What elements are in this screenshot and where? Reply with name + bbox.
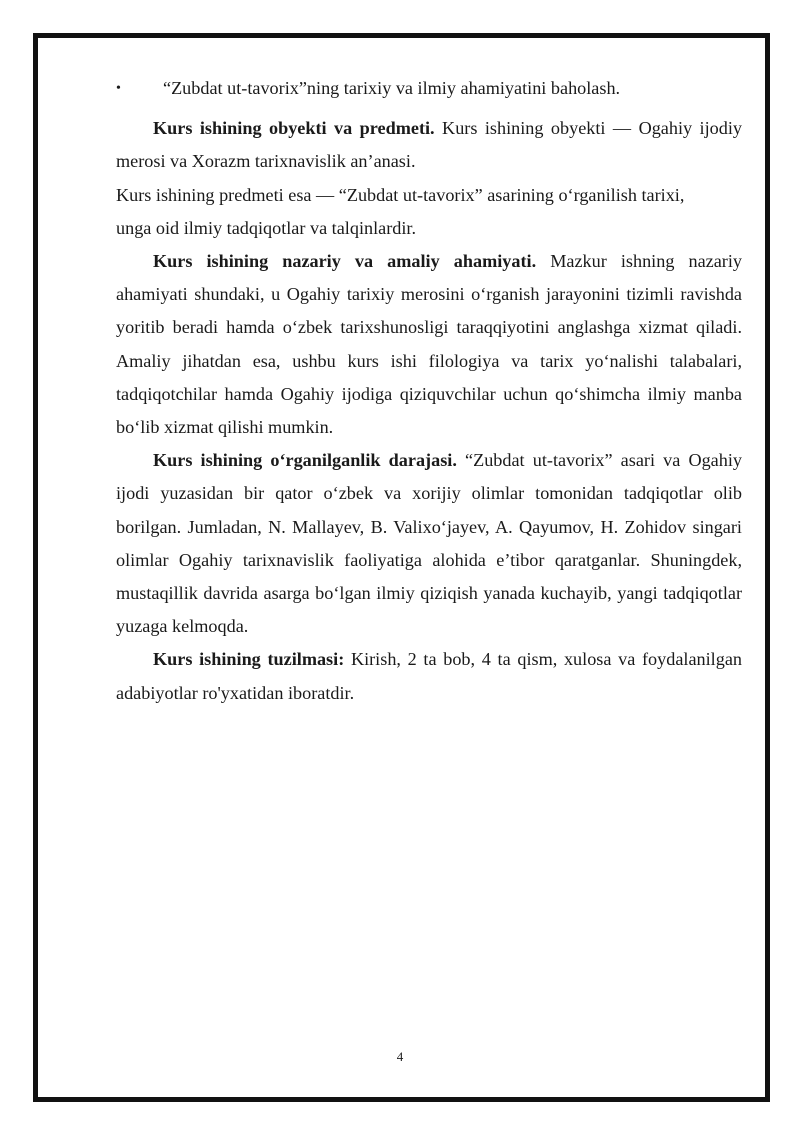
section-heading: Kurs ishining o‘rganilganlik darajasi. [153, 450, 457, 471]
paragraph-text-line: Kurs ishining predmeti esa — “Zubdat ut-tavorix” asarining o‘rganilish tarixi, [116, 184, 685, 205]
paragraph-text: Kurs ishining obyekti — Ogahiy ijodiy merosi va Xorazm tarixnavislik an’anasi. [116, 118, 742, 172]
page-number: 4 [396, 1049, 404, 1064]
bullet-icon: • [116, 81, 121, 96]
paragraph-structure [116, 643, 742, 709]
paragraph-text-line: unga oid ilmiy tadqiqotlar va talqinlardir. [116, 217, 417, 238]
paragraph-significance [116, 245, 742, 444]
paragraph-object-subject [116, 112, 742, 178]
paragraph-text: “Zubdat ut-tavorix” asari va Ogahiy ijodi yuzasidan bir qator o‘zbek va xorijiy olimlar tomonidan tadqiqotlar olib borilgan. Jumladan, N. Mallayev, B. Valixo‘jayev, A. Qayumov, H. Zohidov singari olimlar Ogahiy tarixnavislik faoliyatiga alohida e’tibor qaratganlar. Shuningdek, mustaqillik davrida asarga bo‘lgan ilmiy qiziqish yanada kuchayib, yangi tadqiqotlar yuzaga kelmoqda. [116, 450, 742, 637]
paragraph-text: Mazkur ishning nazariy ahamiyati shundaki, u Ogahiy tarixiy merosini o‘rganish jarayonini tizimli ravishda yoritib beradi hamda o‘zbek tarixshunosligi taraqqiyotini anglashga xizmat qiladi. Amaliy jihatdan esa, ushbu kurs ishi filologiya va tarix yo‘nalishi talabalari, tadqiqotchilar hamda Ogahiy ijodiga qiziquvchilar uchun qo‘shimcha ilmiy manba bo‘lib xizmat qilishi mumkin. [116, 251, 742, 438]
paragraph-subject [116, 179, 742, 245]
section-heading: Kurs ishining nazariy va amaliy ahamiyati. [153, 251, 537, 272]
section-heading: Kurs ishining obyekti va predmeti. [153, 118, 435, 139]
document-body [116, 72, 742, 710]
paragraph-text: Kirish, 2 ta bob, 4 ta qism, xulosa va foydalanilgan adabiyotlar ro'yxatidan iboratdir. [116, 649, 742, 703]
paragraph-research-degree [116, 444, 742, 643]
section-heading: Kurs ishining tuzilmasi: [153, 649, 345, 670]
list-item [116, 72, 742, 105]
list-item-text: “Zubdat ut-tavorix”ning tarixiy va ilmiy ahamiyatini baholash. [163, 78, 621, 98]
